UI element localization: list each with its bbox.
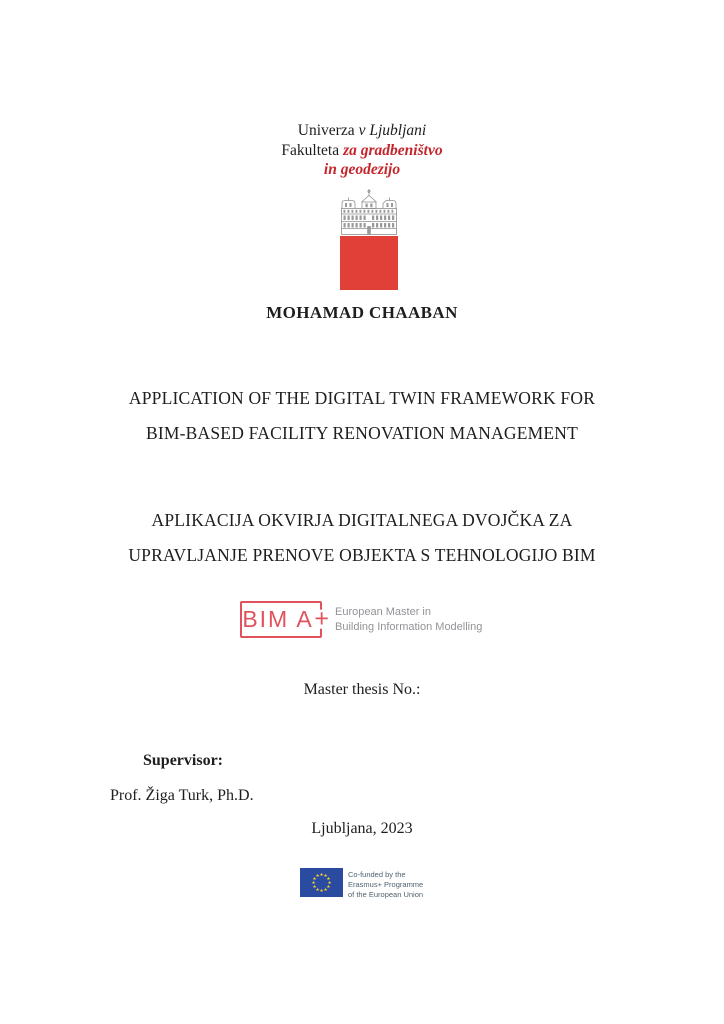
- eu-cofunding-text-line3: of the European Union: [348, 890, 424, 899]
- eu-cofunding-logo: [300, 868, 423, 900]
- svg-text:★: ★: [323, 874, 328, 880]
- svg-text:★: ★: [327, 881, 332, 887]
- thesis-title-slovenian: [0, 503, 724, 572]
- university-name: Univerza: [297, 122, 355, 139]
- author-name: MOHAMAD CHAABAN: [266, 303, 458, 322]
- eu-cofunding-text-line2: Erasmus+ Programme: [348, 880, 424, 889]
- eu-cofunding-text: [348, 870, 423, 900]
- thesis-title-slovenian-line2: UPRAVLJANJE PRENOVE OBJEKTA S TEHNOLOGIJO BIM: [128, 544, 596, 565]
- svg-text:★: ★: [312, 877, 317, 883]
- eu-flag-icon: [300, 868, 343, 897]
- svg-text:★: ★: [326, 885, 331, 891]
- faculty-name-line: [0, 141, 724, 161]
- svg-text:★: ★: [315, 888, 320, 893]
- supervisor-name: Prof. Žiga Turk, Ph.D.: [110, 787, 254, 804]
- svg-text:★: ★: [311, 881, 316, 887]
- faculty-name-part1: za gradbeništvo: [343, 141, 443, 159]
- university-name-line: [0, 121, 724, 141]
- bim-aplus-logo-box: [240, 601, 329, 638]
- thesis-title-slovenian-line1: APLIKACIJA OKVIRJA DIGITALNEGA DVOJČKA ZA: [151, 510, 573, 530]
- eu-cofunding-text-line1: Co-funded by the: [348, 870, 406, 879]
- svg-text:★: ★: [319, 889, 324, 895]
- supervisor-label: Supervisor:: [143, 752, 223, 769]
- logo-red-square: [340, 236, 398, 290]
- svg-text:★: ★: [326, 877, 331, 883]
- thesis-title-english-line1: APPLICATION OF THE DIGITAL TWIN FRAMEWORK FOR: [128, 388, 596, 408]
- thesis-title-english: [0, 381, 724, 450]
- university-building-icon: [340, 188, 398, 235]
- svg-text:★: ★: [312, 885, 317, 891]
- bim-aplus-logo: [240, 601, 482, 638]
- bim-aplus-tagline: [335, 605, 482, 634]
- institution-header: [0, 121, 724, 180]
- bim-aplus-tagline-line1: European Master in: [335, 606, 431, 618]
- faculty-word: Fakulteta: [281, 141, 340, 159]
- svg-text:★: ★: [319, 873, 324, 879]
- university-logo: [340, 188, 398, 290]
- svg-text:★: ★: [323, 888, 328, 893]
- bim-aplus-wordmark: BIM A: [242, 606, 314, 632]
- bim-aplus-tagline-line2: Building Information Modelling: [335, 620, 483, 633]
- svg-text:★: ★: [315, 874, 320, 880]
- thesis-title-english-line2: BIM-BASED FACILITY RENOVATION MANAGEMENT: [145, 422, 579, 443]
- place-and-year: Ljubljana, 2023: [311, 820, 413, 837]
- faculty-name-part2: in geodezijo: [323, 161, 401, 178]
- university-city: v Ljubljani: [358, 122, 427, 139]
- bim-aplus-plus-sign: +: [314, 604, 329, 633]
- master-thesis-number-label: Master thesis No.:: [303, 681, 421, 698]
